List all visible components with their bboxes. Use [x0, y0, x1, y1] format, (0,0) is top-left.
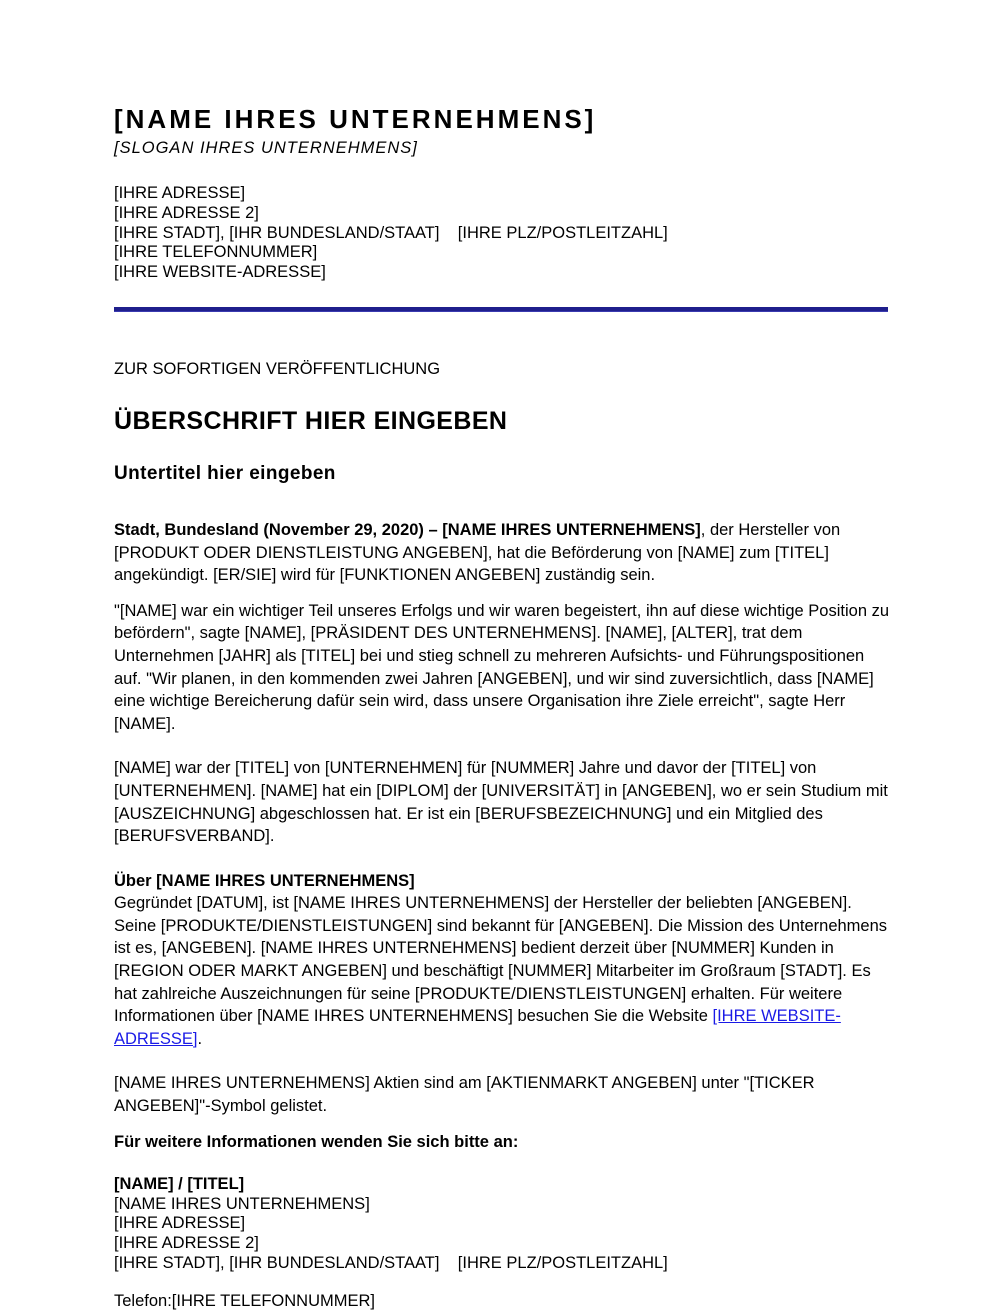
horizontal-rule — [114, 307, 888, 312]
paragraph-background: [NAME] war der [TITEL] von [UNTERNEHMEN] für [NUMMER] Jahre und davor der [TITEL] von [UNTERNEHMEN]. [NAME] hat ein [DIPLOM] der [UNIVERSITÄT] in [ANGEBEN], wo er sein Studium mit [AUSZEICHNUNG] abgeschlossen hat. Er ist ein [BERUFSBEZEICHNUNG] und ein Mitglied des [BERUFSVERBAND]. — [114, 759, 888, 846]
dateline-rest: , der Hersteller von [PRODUKT ODER DIENSTLEISTUNG ANGEBEN], hat die Beförderung von [NAME] zum [TITEL] angekündigt. [ER/SIE] wird für [FUNKTIONEN ANGEBEN] zuständig sein. — [114, 520, 841, 585]
release-label: ZUR SOFORTIGEN VERÖFFENTLICHUNG — [114, 360, 441, 379]
address-line-city-state-zip: [IHRE STADT], [IHR BUNDESLAND/STAAT] [IHRE PLZ/POSTLEITZAHL] — [114, 223, 668, 242]
address-line-street-2: [IHRE ADRESSE 2] — [114, 204, 259, 223]
address-line-street: [IHRE ADRESSE] — [114, 184, 246, 203]
document-content — [114, 0, 890, 1312]
about-heading: Über [NAME IHRES UNTERNEHMENS] — [114, 871, 415, 890]
about-text-after-link: . — [197, 1029, 203, 1048]
contact-block — [114, 1175, 890, 1273]
page-title: ÜBERSCHRIFT HIER EINGEBEN — [114, 407, 508, 436]
paragraph-stock: [NAME IHRES UNTERNEHMENS] Aktien sind am [AKTIENMARKT ANGEBEN] unter "[TICKER ANGEBEN]"-Symbol gelistet. — [114, 1074, 815, 1116]
subheadline: Untertitel hier eingeben — [114, 463, 336, 485]
contact-name-title: [NAME] / [TITEL] — [114, 1175, 245, 1194]
company-name: [NAME IHRES UNTERNEHMENS] — [114, 104, 597, 134]
letterhead-address-block — [114, 184, 890, 282]
body-text — [114, 519, 890, 1153]
contact-phone: Telefon:[IHRE TELEFONNUMMER] — [114, 1292, 376, 1311]
address-line-website: [IHRE WEBSITE-ADRESSE] — [114, 262, 326, 281]
paragraph-about — [114, 892, 890, 1050]
contact-address: [IHRE ADRESSE] — [114, 1214, 246, 1233]
paragraph-quote: "[NAME] war ein wichtiger Teil unseres Erfolgs und wir waren begeistert, ihn auf diese wichtige Position zu befördern", sagte [NAME], [PRÄSIDENT DES UNTERNEHMENS]. [NAME], [ALTER], trat dem Unternehmen [JAHR] als [TITEL] bei und stieg schnell zu mehreren Aufsichts- und Führungspositionen auf. "Wir planen, in den kommenden zwei Jahren [ANGEBEN], und wir sind zuversichtlich, dass [NAME] eine wichtige Bereicherung dafür sein wird, dass unsere Organisation ihre Ziele erreicht", sagte Herr [NAME]. — [114, 601, 890, 733]
divider — [114, 307, 890, 321]
letterhead — [114, 0, 890, 282]
dateline-lead: Stadt, Bundesland (November 29, 2020) – [NAME IHRES UNTERNEHMENS] — [114, 520, 701, 539]
contact-city-state-zip: [IHRE STADT], [IHR BUNDESLAND/STAAT] [IHRE PLZ/POSTLEITZAHL] — [114, 1253, 668, 1272]
contact-company: [NAME IHRES UNTERNEHMENS] — [114, 1194, 370, 1213]
contact-address-2: [IHRE ADRESSE 2] — [114, 1234, 259, 1253]
company-slogan: [SLOGAN IHRES UNTERNEHMENS] — [114, 138, 418, 157]
address-line-phone: [IHRE TELEFONNUMMER] — [114, 243, 318, 262]
website-link[interactable]: [IHRE WEBSITE-ADRESSE] — [114, 1007, 841, 1048]
paragraph-dateline — [114, 519, 890, 587]
contact-heading: Für weitere Informationen wenden Sie sich bitte an: — [114, 1132, 519, 1151]
about-text-before-link: Gegründet [DATUM], ist [NAME IHRES UNTERNEHMENS] der Hersteller der beliebten [ANGEBEN]. Seine [PRODUKTE/DIENSTLEISTUNGEN] sind bekannt für [ANGEBEN]. Die Mission des Unternehmens ist es, [ANGEBEN]. [NAME IHRES UNTERNEHMENS] bedient derzeit über [NUMMER] Kunden in [REGION ODER MARKT ANGEBEN] und beschäftigt [NUMMER] Mitarbeiter im Großraum [STADT]. Es hat zahlreiche Auszeichnungen für seine [PRODUKTE/DIENSTLEISTUNGEN] erhalten. Für weitere Informationen über [NAME IHRES UNTERNEHMENS] besuchen Sie die Website — [114, 894, 888, 1026]
